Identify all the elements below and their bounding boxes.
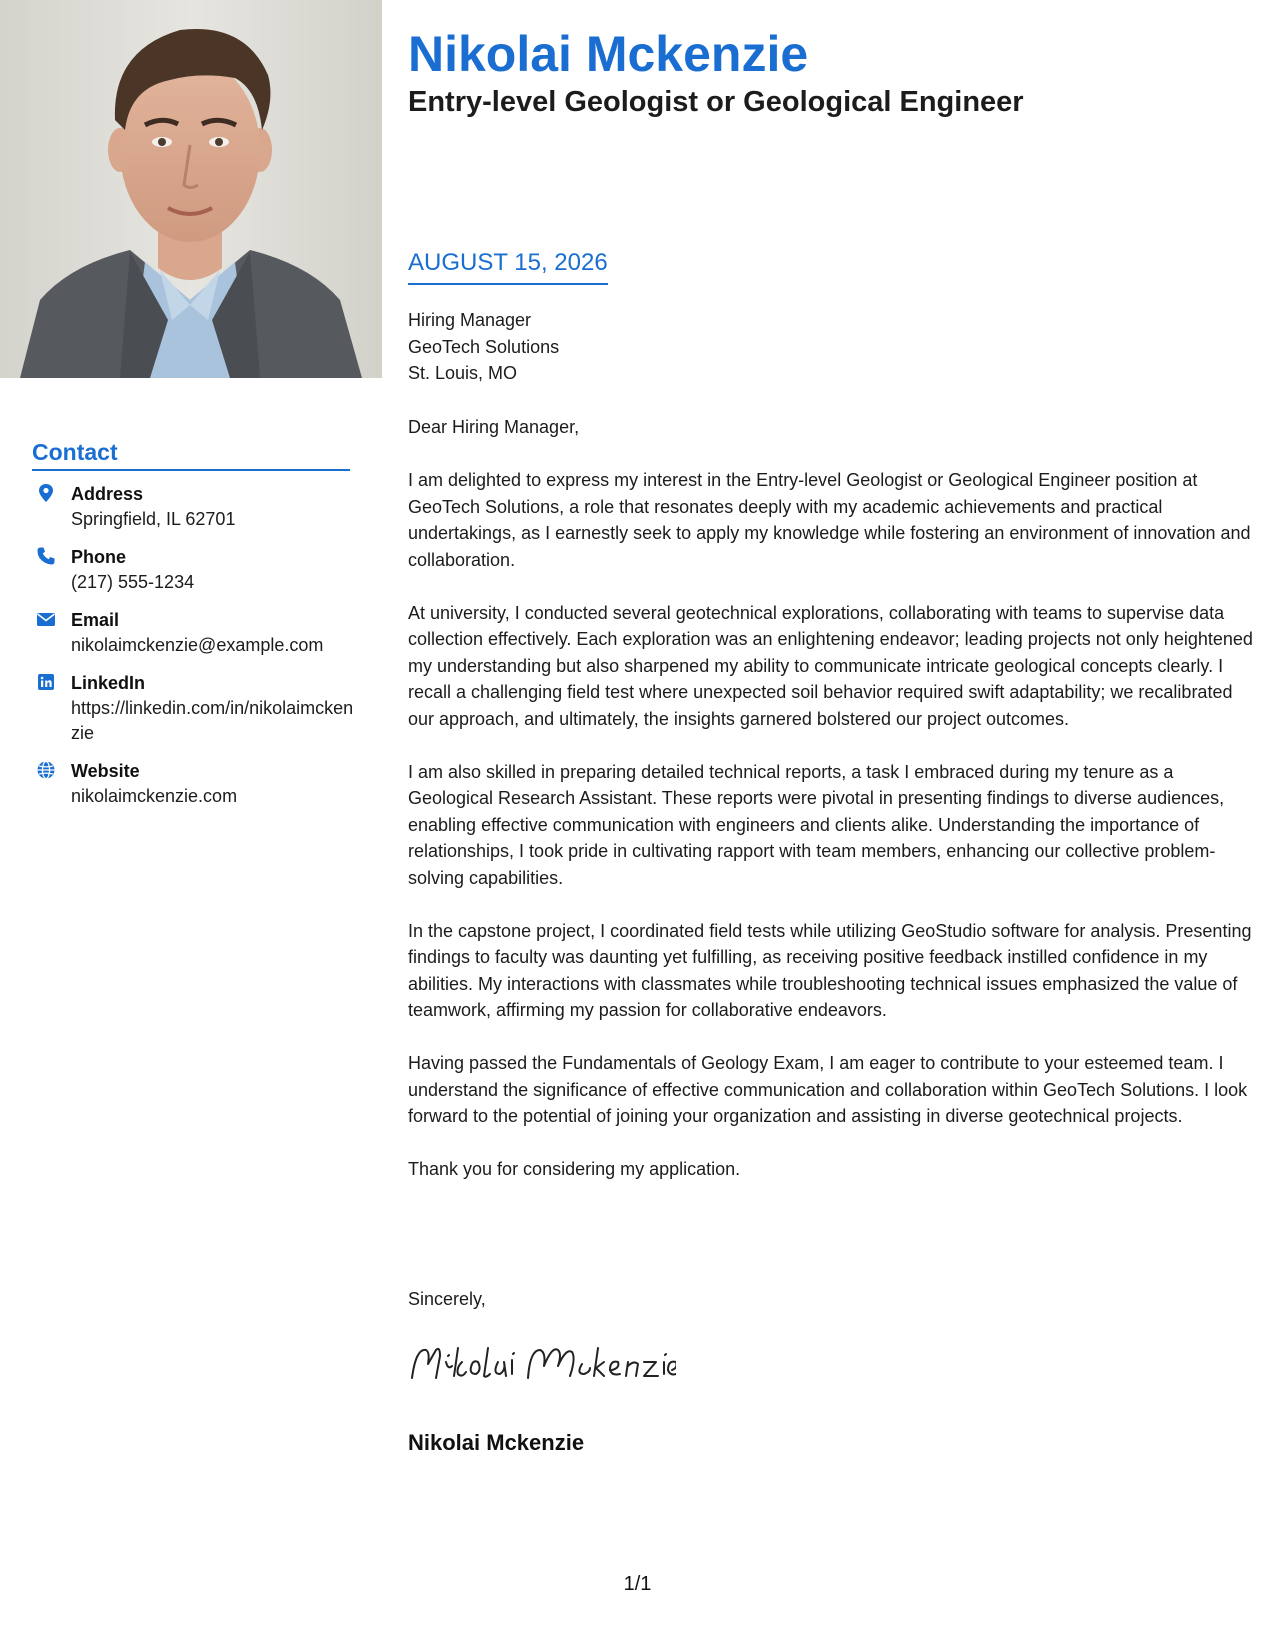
letter-paragraph: In the capstone project, I coordinated field tests while utilizing GeoStudio software for analysis. Presenting findings to faculty was daunting yet fulfilling, as receiving positive feedback instilled confidence in my abilities. My interactions with classmates while troubleshooting technical issues emphasized the value of teamwork, affirming my passion for collaborative endeavors. (408, 920, 1252, 1020)
contact-list (32, 481, 362, 821)
recipient-block (408, 307, 1238, 387)
page-number: 1/1 (623, 1573, 652, 1595)
contact-item-phone (32, 544, 362, 595)
linkedin-icon (36, 672, 56, 692)
envelope-icon (36, 609, 56, 629)
letter-date: AUGUST 15, 2026 (408, 246, 608, 285)
letter-paragraph: I am delighted to express my interest in the Entry-level Geologist or Geological Engineer position at GeoTech Solutions, a role that resonates deeply with my academic achievements and practical undertakings, as I earnestly seek to apply my knowledge while fostering an environment of innovation and collaboration. (408, 470, 1251, 570)
recipient-location: St. Louis, MO (408, 363, 518, 383)
job-title: Entry-level Geologist or Geological Engineer (408, 86, 1024, 118)
contact-item-email (32, 607, 362, 658)
letter-paragraph: At university, I conducted several geotechnical explorations, collaborating with teams to supervise data collection effectively. Each exploration was an enlightening endeavor; leading projects not only heightened my understanding but also sharpened my ability to communicate intricate geological concepts clearly. I recall a challenging field test where unexpected soil behavior required swift adaptability; we recalibrated our approach, and ultimately, the insights garnered bolstered our project outcomes. (408, 602, 1253, 729)
contact-website[interactable]: nikolaimckenzie.com (71, 786, 238, 806)
phone-icon (36, 546, 56, 566)
contact-linkedin[interactable]: https://linkedin.com/in/nikolaimckenzie (71, 698, 354, 743)
profile-photo (0, 0, 382, 378)
contact-label: Phone (71, 547, 127, 567)
contact-label: Website (71, 761, 140, 781)
letter-body (408, 414, 1253, 1209)
globe-icon (36, 760, 56, 780)
applicant-name: Nikolai Mckenzie (408, 26, 809, 82)
contact-heading: Contact (32, 436, 350, 471)
closing: Sincerely, (408, 1289, 486, 1309)
map-pin-icon (36, 483, 56, 503)
contact-item-website (32, 758, 362, 809)
letter-paragraph: Thank you for considering my application. (408, 1159, 741, 1179)
salutation: Dear Hiring Manager, (408, 417, 580, 437)
letter-paragraph: I am also skilled in preparing detailed technical reports, a task I embraced during my tenure as a Geological Research Assistant. These reports were pivotal in presenting findings to diverse audiences, enabling effective communication with engineers and clients alike. Understanding the importance of relationships, I took pride in cultivating rapport with team members, enhancing our collective problem-solving capabilities. (408, 761, 1225, 888)
contact-item-linkedin (32, 670, 362, 746)
contact-label: Email (71, 610, 120, 630)
contact-phone: (217) 555-1234 (71, 572, 195, 592)
contact-label: LinkedIn (71, 673, 146, 693)
contact-item-address (32, 481, 362, 532)
contact-email[interactable]: nikolaimckenzie@example.com (71, 635, 324, 655)
contact-label: Address (71, 484, 144, 504)
signed-name: Nikolai Mckenzie (408, 1430, 585, 1455)
recipient-title: Hiring Manager (408, 310, 532, 330)
handwritten-signature (406, 1340, 676, 1395)
letter-paragraph: Having passed the Fundamentals of Geology Exam, I am eager to contribute to your esteemed team. I understand the significance of effective communication and collaboration within GeoTech Solutions. I look forward to the potential of joining your organization and assisting in diverse geotechnical projects. (408, 1053, 1248, 1126)
recipient-company: GeoTech Solutions (408, 336, 560, 357)
contact-address: Springfield, IL 62701 (71, 509, 236, 529)
